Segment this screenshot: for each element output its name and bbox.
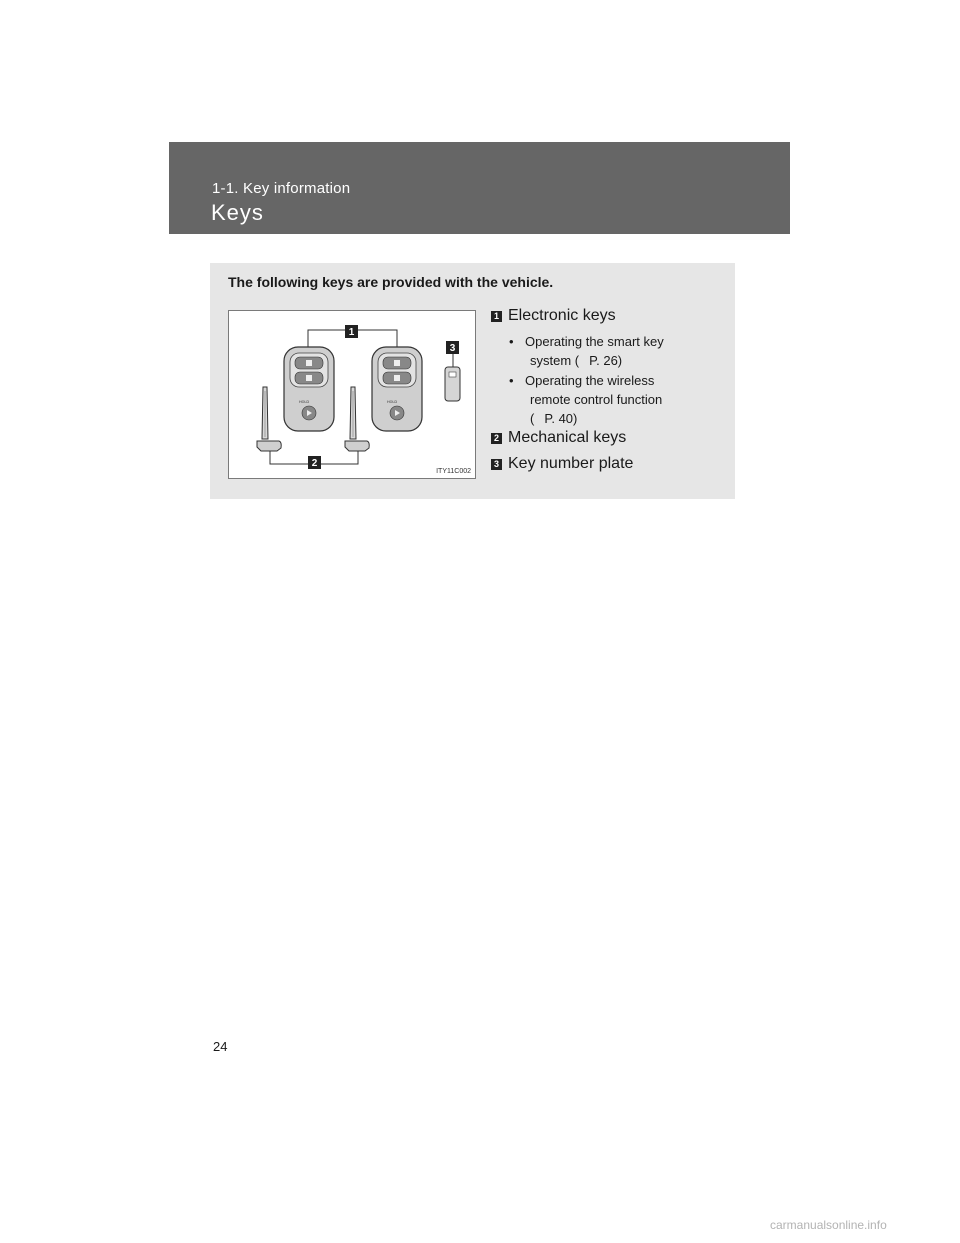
- item-label: Electronic keys: [508, 307, 616, 324]
- list-item-electronic-keys: [491, 307, 616, 325]
- svg-text:HOLD: HOLD: [387, 400, 398, 404]
- page-reference-link[interactable]: P. 26): [589, 353, 623, 368]
- bullet-text: Operating the smart key: [525, 334, 664, 349]
- mechanical-key-right: [345, 387, 369, 451]
- bullet-text-cont: (: [530, 411, 535, 426]
- bullet-text: Operating the wireless: [525, 373, 655, 388]
- bullet-text-cont: system (: [530, 353, 580, 368]
- keys-illustration: [228, 310, 476, 479]
- item-label: Key number plate: [508, 455, 634, 472]
- list-item-mechanical-keys: [491, 429, 626, 447]
- mechanical-key-left: [257, 387, 281, 451]
- list-item-key-number-plate: [491, 455, 633, 473]
- smart-key-fob-left: [284, 347, 334, 431]
- bullet-dot: •: [509, 373, 514, 388]
- item-number-1: 1: [491, 311, 502, 322]
- page-reference-link[interactable]: P. 40): [544, 411, 578, 426]
- key-number-plate: [445, 367, 460, 401]
- svg-text:1: 1: [348, 327, 355, 338]
- page-number: 24: [213, 1039, 228, 1054]
- bullet-wireless-remote: [509, 371, 709, 428]
- svg-text:HOLD: HOLD: [299, 400, 310, 404]
- figure-code: ITY11C002: [436, 468, 471, 475]
- item-number-3: 3: [491, 459, 502, 470]
- svg-text:2: 2: [311, 458, 318, 469]
- svg-text:3: 3: [449, 343, 456, 354]
- intro-text: The following keys are provided with the vehicle.: [228, 274, 554, 290]
- callout-3: [446, 341, 459, 354]
- smart-key-fob-right: [372, 347, 422, 431]
- callout-2: [308, 456, 321, 469]
- callout-1: [345, 325, 358, 338]
- item-label: Mechanical keys: [508, 429, 627, 446]
- chapter-header: [169, 142, 790, 234]
- page-title: Keys: [211, 200, 264, 225]
- bullet-dot: •: [509, 334, 514, 349]
- watermark: carmanualsonline.info: [770, 1218, 887, 1232]
- section-label: 1-1. Key information: [212, 180, 351, 197]
- content-panel: [210, 263, 735, 499]
- bullet-text-cont: remote control function: [530, 392, 663, 407]
- item-number-2: 2: [491, 433, 502, 444]
- bullet-smart-key: [509, 332, 709, 370]
- keys-drawing: [229, 311, 475, 478]
